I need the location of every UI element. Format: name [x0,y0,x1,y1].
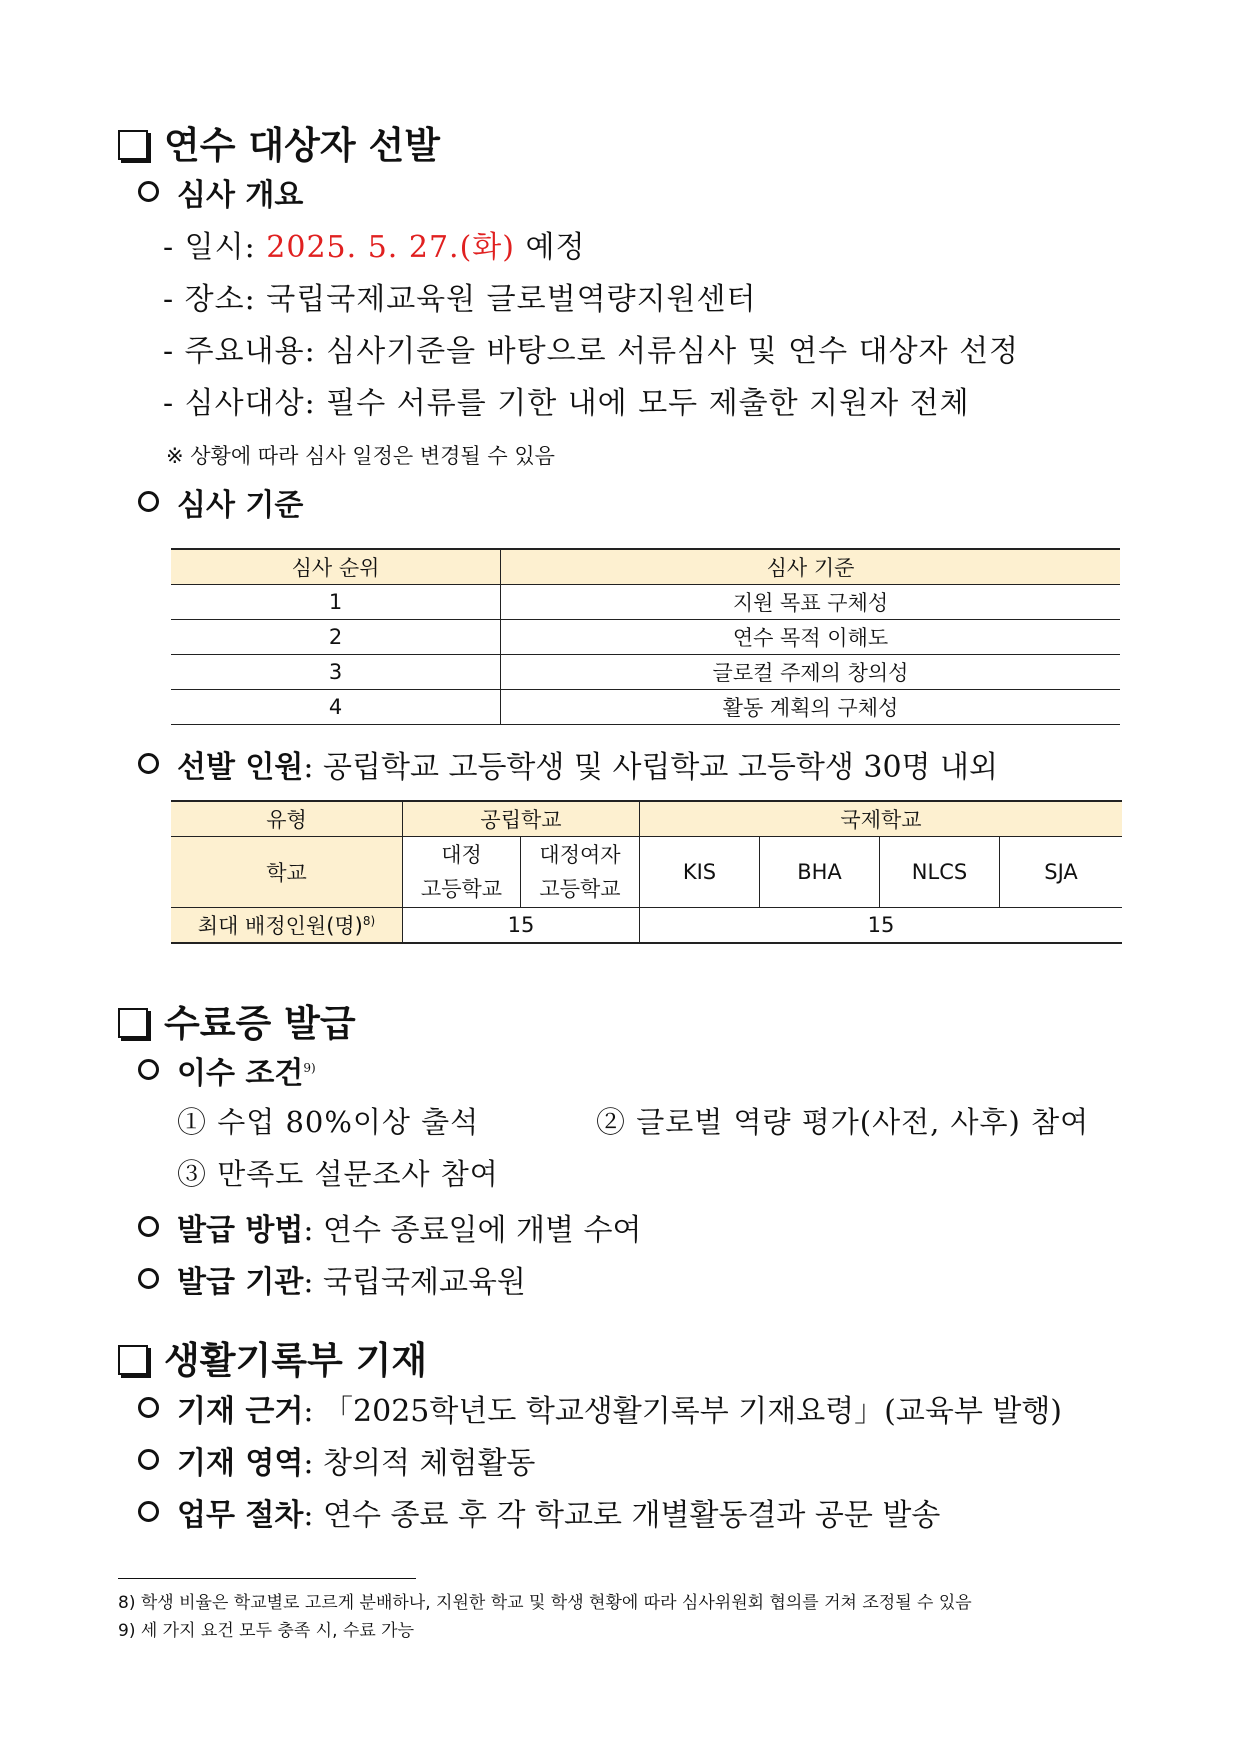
intl-label-cell: 국제학교 [640,801,1123,837]
circle-bullet-icon [138,491,159,512]
rank-cell: 1 [171,585,501,620]
criteria-heading: 심사 기준 [138,480,303,524]
checkbox-square-icon [118,1008,148,1038]
condition-1: ① 수업 80%이상 출석 [177,1105,480,1139]
school-cell: 대정여자 고등학교 [521,837,640,908]
section-title-record: 생활기록부 기재 [118,1330,427,1384]
table-header-row [171,801,1122,837]
overview-place: - 장소: 국립국제교육원 글로벌역량지원센터 [163,282,757,317]
section-title-certificate: 수료증 발급 [118,993,356,1047]
overview-content: - 주요내용: 심사기준을 바탕으로 서류심사 및 연수 대상자 선정 [163,334,1020,369]
criterion-cell: 활동 계획의 구체성 [501,690,1121,725]
criterion-cell: 지원 목표 구체성 [501,585,1121,620]
school-cell: NLCS [880,837,1000,908]
circle-bullet-icon [138,1501,159,1522]
circle-bullet-icon [138,753,159,774]
condition-3: ③ 만족도 설문조사 참여 [177,1157,499,1191]
rank-cell: 2 [171,620,501,655]
header-cell: 심사 순위 [171,549,501,585]
table-row [171,908,1122,944]
table-row [171,690,1120,725]
rank-cell: 4 [171,690,501,725]
school-cell: BHA [760,837,880,908]
circle-bullet-icon [138,1216,159,1237]
completion-heading: 이수 조건$^{9)}$ [138,1048,316,1092]
record-basis: 기재 근거: 「2025학년도 학교생활기록부 기재요령」(교육부 발행) [138,1386,1062,1430]
table-row [171,620,1120,655]
max-label-cell: 최대 배정인원(명)$^{8)}$ [171,908,403,944]
school-cell: SJA [1000,837,1123,908]
selection-table [171,800,1122,944]
footnote-8: 8) 학생 비율은 학교별로 고르게 분배하나, 지원한 학교 및 학생 현황에 따라 심사위원회 협의를 거쳐 조정될 수 있음 [118,1593,972,1613]
criteria-table [171,548,1120,725]
school-label-cell: 학교 [171,837,403,908]
issue-org: 발급 기관: 국립국제교육원 [138,1257,526,1301]
header-cell: 심사 기준 [501,549,1121,585]
record-area: 기재 영역: 창의적 체험활동 [138,1438,535,1482]
footnote-divider [118,1578,416,1579]
circle-bullet-icon [138,1059,159,1080]
criterion-cell: 연수 목적 이해도 [501,620,1121,655]
selection-heading: 선발 인원: 공립학교 고등학생 및 사립학교 고등학생 30명 내외 [138,742,998,786]
table-row [171,585,1120,620]
overview-date: - 일시: 2025. 5. 27.(화) 예정 [163,230,586,265]
circle-bullet-icon [138,1268,159,1289]
table-row [171,655,1120,690]
date-value: 2025. 5. 27.(화) [266,230,515,265]
circle-bullet-icon [138,1397,159,1418]
overview-target: - 심사대상: 필수 서류를 기한 내에 모두 제출한 지원자 전체 [163,386,970,421]
overview-heading: 심사 개요 [138,170,303,214]
rank-cell: 3 [171,655,501,690]
table-header-row [171,549,1120,585]
table-row [171,837,1122,908]
school-cell: 대정 고등학교 [403,837,521,908]
section-title-selection: 연수 대상자 선발 [118,115,440,169]
school-cell: KIS [640,837,760,908]
checkbox-square-icon [118,130,148,160]
issue-method: 발급 방법: 연수 종료일에 개별 수여 [138,1205,641,1249]
public-label-cell: 공립학교 [403,801,640,837]
intl-max-cell: 15 [640,908,1123,944]
footnote-9: 9) 세 가지 요건 모두 충족 시, 수료 가능 [118,1621,414,1641]
record-procedure: 업무 절차: 연수 종료 후 각 학교로 개별활동결과 공문 발송 [138,1490,940,1534]
criterion-cell: 글로컬 주제의 창의성 [501,655,1121,690]
condition-2: ② 글로벌 역량 평가(사전, 사후) 참여 [596,1105,1090,1139]
checkbox-square-icon [118,1345,148,1375]
public-max-cell: 15 [403,908,640,944]
overview-note: ※ 상황에 따라 심사 일정은 변경될 수 있음 [166,444,555,468]
circle-bullet-icon [138,181,159,202]
type-label-cell: 유형 [171,801,403,837]
circle-bullet-icon [138,1449,159,1470]
